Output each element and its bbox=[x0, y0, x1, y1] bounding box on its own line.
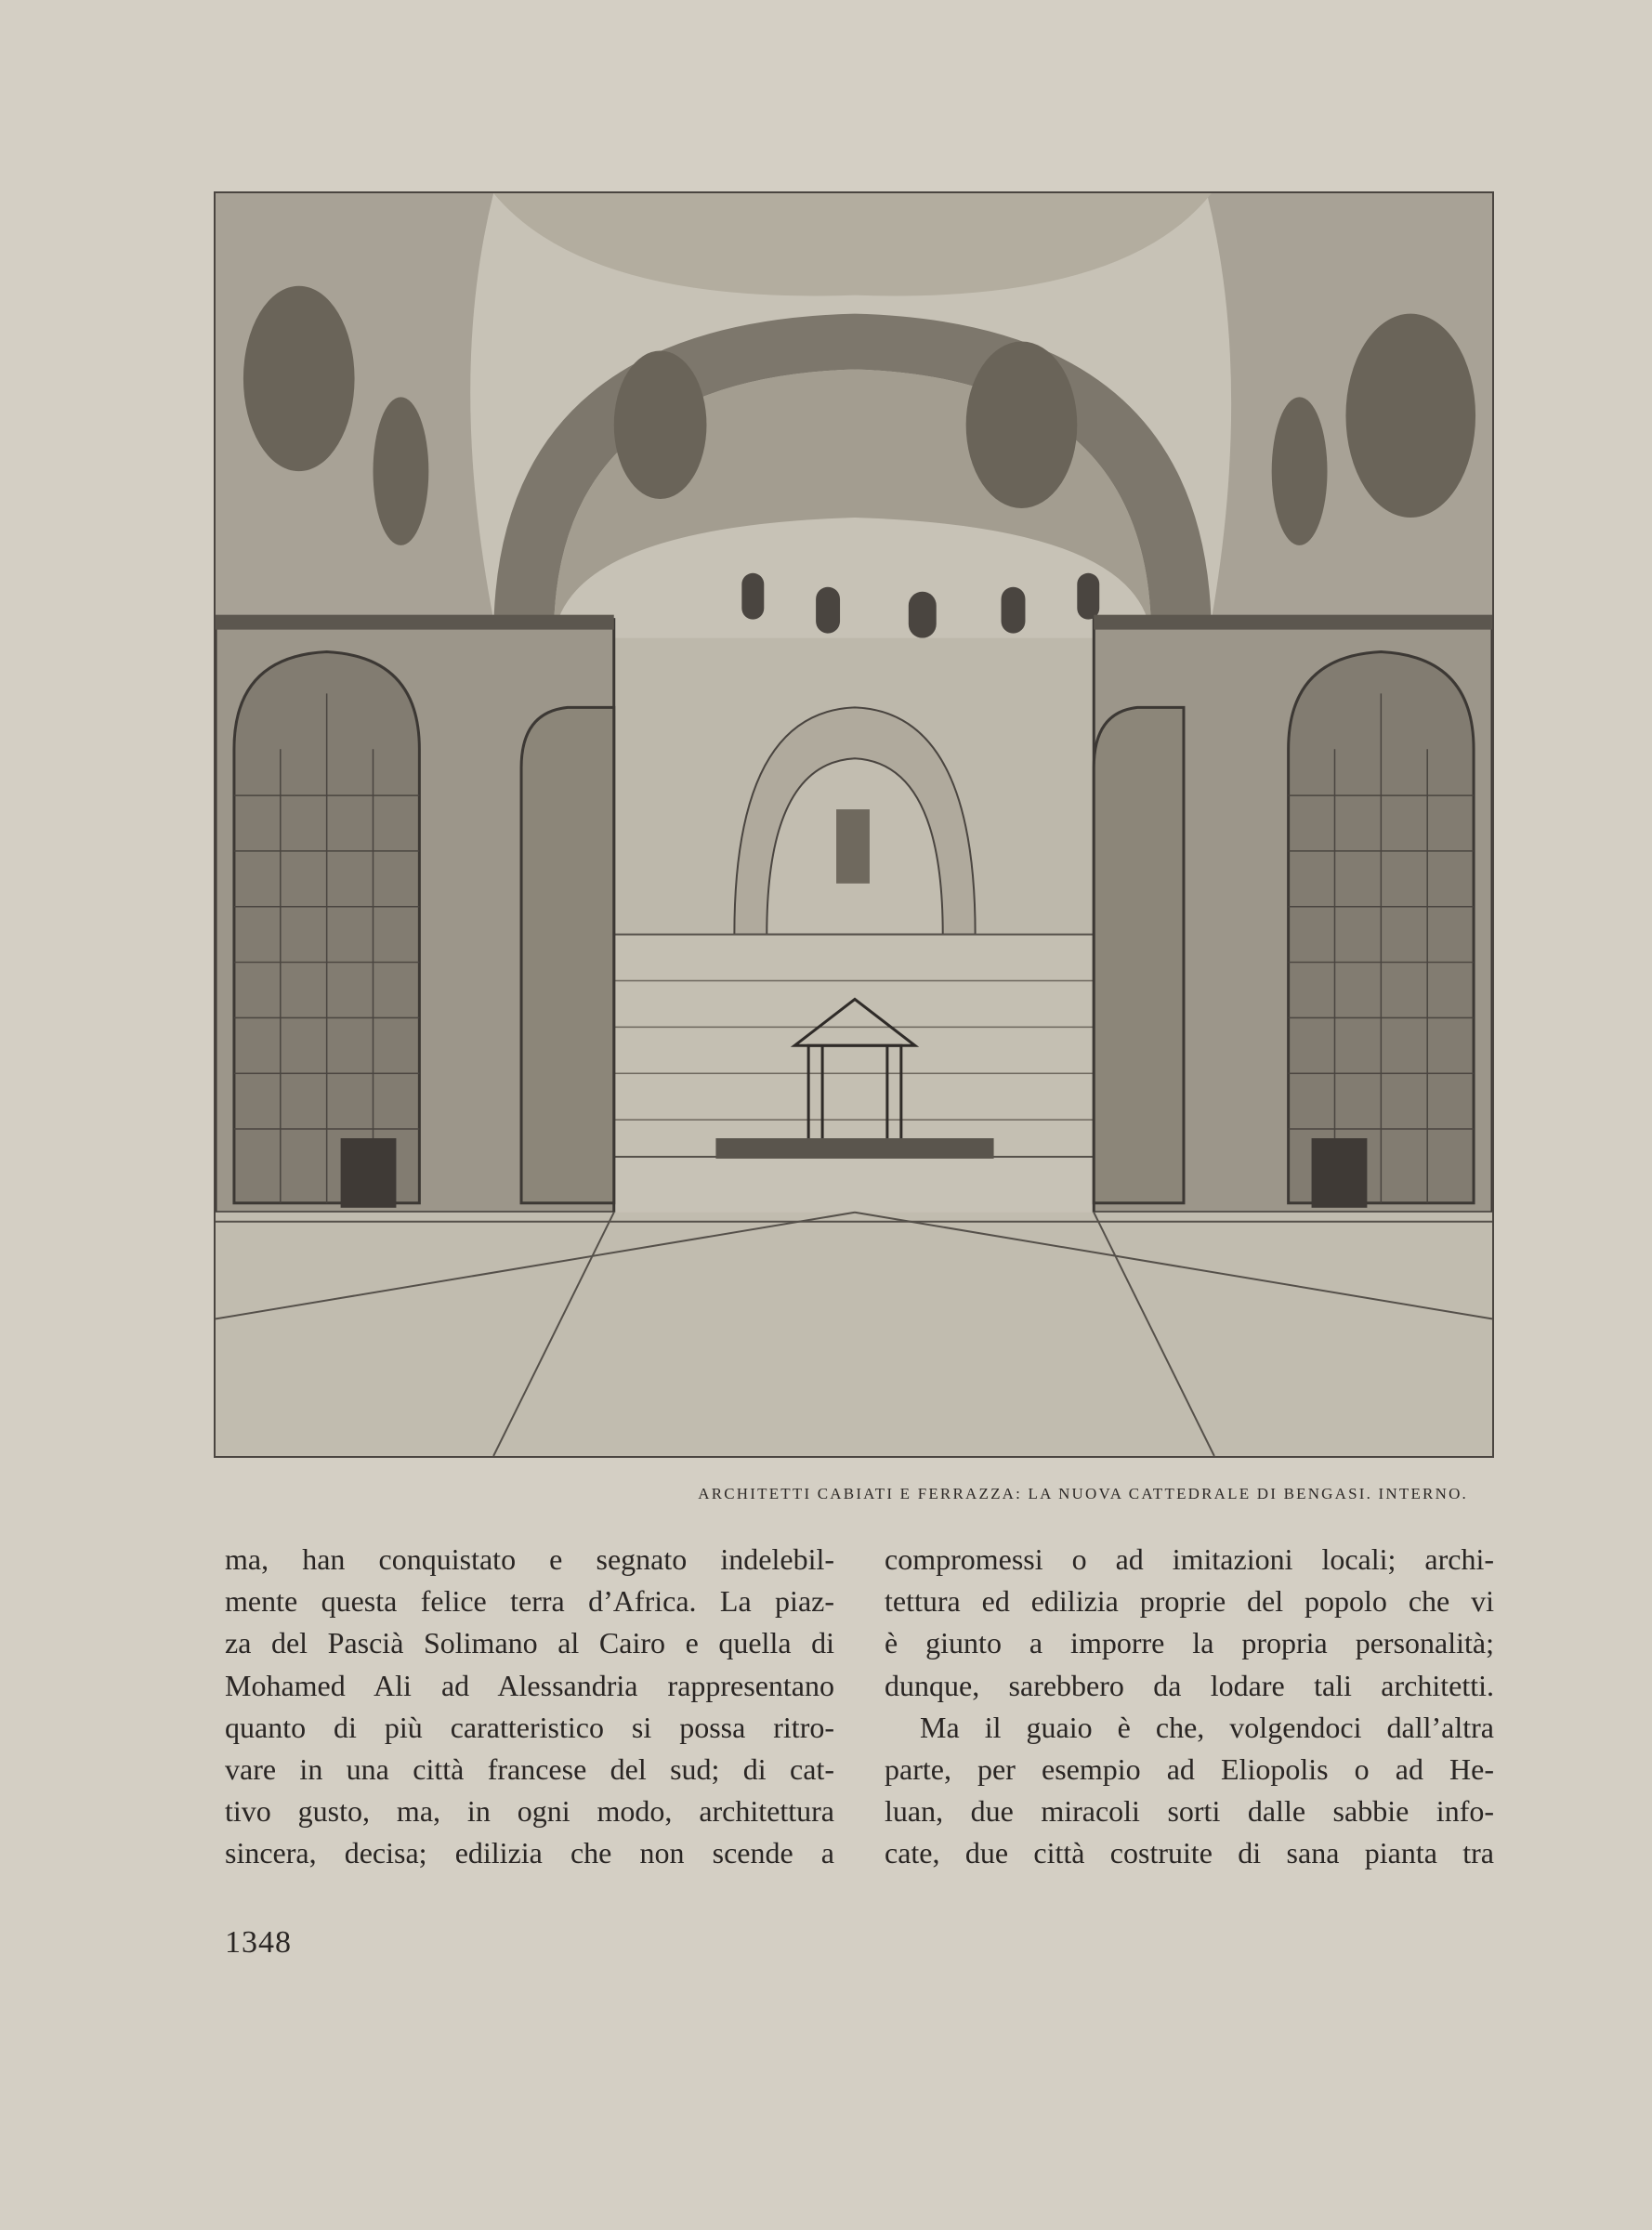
text-line: za del Pascià Solimano al Cairo e quella di bbox=[225, 1626, 834, 1660]
text-line: è giunto a imporre la propria personalità; bbox=[885, 1626, 1494, 1660]
text-line: compromessi o ad imitazioni locali; archi- bbox=[885, 1542, 1494, 1576]
text-line: luan, due miracoli sorti dalle sabbie info- bbox=[885, 1794, 1494, 1829]
text-column-left bbox=[225, 1539, 834, 1875]
text-line: parte, per esempio ad Eliopolis o ad He- bbox=[885, 1752, 1494, 1787]
text-line: vare in una città francese del sud; di cat- bbox=[225, 1752, 834, 1787]
text-line: dunque, sarebbero da lodare tali architetti. bbox=[885, 1668, 1494, 1702]
text-line: mente questa felice terra d’Africa. La piaz- bbox=[225, 1584, 834, 1619]
text-line: tettura ed edilizia proprie del popolo che vi bbox=[885, 1584, 1494, 1619]
text-line: sincera, decisa; edilizia che non scende a bbox=[225, 1836, 834, 1870]
text-line: Ma il guaio è che, volgendoci dall’altra bbox=[920, 1710, 1494, 1744]
text-line: Mohamed Ali ad Alessandria rappresentano bbox=[225, 1668, 834, 1702]
plate-caption: ARCHITETTI CABIATI E FERRAZZA: LA NUOVA CATTEDRALE DI BENGASI. INTERNO. bbox=[698, 1485, 1468, 1502]
cathedral-interior-drawing bbox=[214, 191, 1494, 1458]
text-column-right bbox=[885, 1539, 1494, 1875]
text-line: quanto di più caratteristico si possa ritro- bbox=[225, 1710, 834, 1744]
text-line: tivo gusto, ma, in ogni modo, architettura bbox=[225, 1794, 834, 1829]
text-line: cate, due città costruite di sana pianta tra bbox=[885, 1836, 1494, 1870]
page-number: 1348 bbox=[225, 1925, 292, 1960]
text-line: ma, han conquistato e segnato indelebil- bbox=[225, 1542, 834, 1576]
drawing-illustration bbox=[216, 193, 1492, 1456]
